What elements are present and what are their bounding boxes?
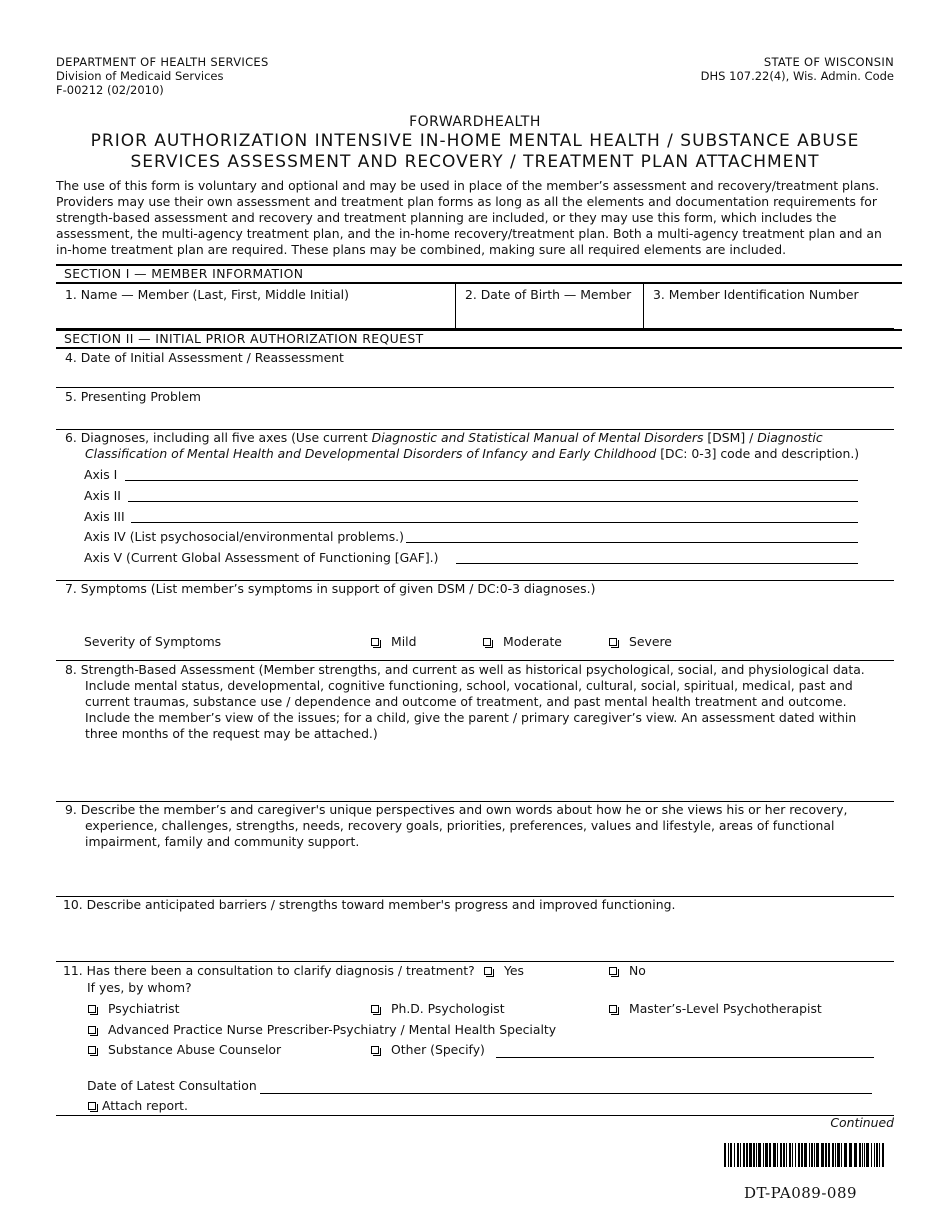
division-name: Division of Medicaid Services: [56, 69, 224, 83]
masters-psychotherapist-checkbox[interactable]: [609, 1005, 617, 1013]
admin-code: DHS 107.22(4), Wis. Admin. Code: [700, 69, 894, 83]
symptoms-label: 7. Symptoms (List member’s symptoms in support of given DSM / DC:0-3 diagnoses.): [65, 581, 596, 596]
apnp-option[interactable]: Advanced Practice Nurse Prescriber-Psychiatry / Mental Health Specialty: [88, 1022, 556, 1038]
member-dob-field[interactable]: [455, 284, 643, 328]
member-perspective-label-cont: experience, challenges, strengths, needs, recovery goals, priorities, preferences, values and lifestyle, areas of functional impairment, family and community support.: [85, 818, 835, 849]
axis-2-input[interactable]: [128, 501, 858, 502]
psychiatrist-option[interactable]: Psychiatrist: [88, 1001, 179, 1017]
presenting-problem-label: 5. Presenting Problem: [65, 389, 202, 404]
no-checkbox[interactable]: [609, 967, 617, 975]
diagnoses-section: [56, 430, 894, 581]
axis-4-label: Axis IV (List psychosocial/environmental problems.): [84, 529, 404, 544]
axis-1-label: Axis I: [84, 467, 118, 482]
strength-assessment-label-cont: Include mental status, developmental, cognitive functioning, school, vocational, cultural, social, spiritual, medical, past and current traumas, substance use / dependence and outcome of treatment, and past mental health treatment and outcome. Include the member’s view of the issues; for a child, give the parent / primary caregiver’s view. An assessment dated within three months of the request may be attached.): [85, 678, 857, 741]
axis-1-input[interactable]: [125, 480, 858, 481]
strength-assessment-label: 8. Strength-Based Assessment (Member strengths, and current as well as historical psychological, social, and physiological data.: [65, 662, 865, 677]
consultation-no-option[interactable]: No: [609, 963, 646, 979]
member-dob-label: 2. Date of Birth — Member: [465, 287, 632, 302]
member-id-field[interactable]: [643, 284, 894, 328]
other-option[interactable]: Other (Specify): [371, 1042, 485, 1058]
assessment-date-field[interactable]: [56, 349, 894, 388]
dc-title-b: Classification of Mental Health and Developmental Disorders of Infancy and Early Childhood: [85, 446, 657, 461]
section-2-heading: SECTION II — INITIAL PRIOR AUTHORIZATION REQUEST: [56, 329, 902, 349]
continued-note: Continued: [830, 1115, 894, 1130]
severity-severe-option[interactable]: Severe: [609, 634, 672, 650]
assessment-date-label: 4. Date of Initial Assessment / Reassessment: [65, 350, 344, 365]
severe-checkbox[interactable]: [609, 638, 617, 646]
axis-5-input[interactable]: [456, 563, 858, 564]
axis-3-label: Axis III: [84, 509, 125, 524]
severity-label: Severity of Symptoms: [84, 634, 222, 649]
latest-consultation-input[interactable]: [260, 1093, 872, 1094]
title-block: [56, 113, 894, 173]
agency-header: [56, 55, 269, 97]
presenting-problem-field[interactable]: [56, 388, 894, 430]
barcode-image: [724, 1143, 886, 1167]
state-header: [701, 55, 894, 83]
dsm-title: Diagnostic and Statistical Manual of Mental Disorders: [371, 430, 704, 445]
apnp-checkbox[interactable]: [88, 1026, 96, 1034]
axis-2-label: Axis II: [84, 488, 121, 503]
phd-psychologist-option[interactable]: Ph.D. Psychologist: [371, 1001, 505, 1017]
yes-checkbox[interactable]: [484, 967, 492, 975]
severity-mild-option[interactable]: Mild: [371, 634, 416, 650]
diagnoses-label: 6. Diagnoses, including all five axes (Use current Diagnostic and Statistical Manual of Mental Disorders [DSM] / Diagnostic: [65, 430, 823, 445]
form-title-line-2: SERVICES ASSESSMENT AND RECOVERY / TREATMENT PLAN ATTACHMENT: [130, 152, 820, 172]
state-name: STATE OF WISCONSIN: [763, 55, 894, 69]
mild-checkbox[interactable]: [371, 638, 379, 646]
form-number: F-00212 (02/2010): [56, 83, 164, 97]
symptoms-section: [56, 581, 894, 661]
member-name-label: 1. Name — Member (Last, First, Middle Initial): [65, 287, 349, 302]
attach-report-checkbox[interactable]: [88, 1102, 96, 1110]
dc-title-a: Diagnostic: [757, 430, 823, 445]
phd-psychologist-checkbox[interactable]: [371, 1005, 379, 1013]
intro-paragraph: The use of this form is voluntary and optional and may be used in place of the member’s assessment and recovery/treatment plans. Providers may use their own assessment and treatment plan forms as long as all the elements and documentation requirements for strength-based assessment and recovery and treatment planning are included, or they may use this form, which includes the assessment, the multi-agency treatment plan, and the in-home recovery/treatment plan. Both a multi-agency treatment plan and an in-home treatment plan are required. These plans may be combined, making sure all required elements are included.: [56, 178, 882, 257]
section-1-heading: SECTION I — MEMBER INFORMATION: [56, 264, 902, 284]
attach-report-option[interactable]: Attach report.: [88, 1098, 188, 1114]
substance-abuse-counselor-option[interactable]: Substance Abuse Counselor: [88, 1042, 281, 1058]
form-page: [56, 0, 894, 1230]
member-id-label: 3. Member Identification Number: [653, 287, 859, 302]
member-name-field[interactable]: [56, 284, 455, 328]
form-title-line-1: PRIOR AUTHORIZATION INTENSIVE IN-HOME MENTAL HEALTH / SUBSTANCE ABUSE: [90, 131, 860, 151]
masters-psychotherapist-option[interactable]: Master’s-Level Psychotherapist: [609, 1001, 822, 1017]
other-specify-input[interactable]: [496, 1057, 874, 1058]
axis-3-input[interactable]: [131, 522, 858, 523]
diagnoses-label-cont: Classification of Mental Health and Developmental Disorders of Infancy and Early Childhood [DC: 0-3] code and description.): [85, 446, 860, 461]
member-perspective-label: 9. Describe the member’s and caregiver's unique perspectives and own words about how he or she views his or her recovery,: [65, 802, 848, 817]
consultation-yes-option[interactable]: Yes: [484, 963, 524, 979]
by-whom-label: If yes, by whom?: [87, 980, 192, 995]
member-perspective-field[interactable]: [56, 802, 894, 897]
member-info-row: [56, 284, 894, 329]
latest-consultation-label: Date of Latest Consultation: [87, 1078, 257, 1093]
other-checkbox[interactable]: [371, 1046, 379, 1054]
psychiatrist-checkbox[interactable]: [88, 1005, 96, 1013]
form-code: DT-PA089-089: [744, 1184, 858, 1202]
program-name: FORWARDHEALTH: [409, 114, 541, 130]
barriers-field[interactable]: [56, 897, 894, 962]
substance-abuse-counselor-checkbox[interactable]: [88, 1046, 96, 1054]
department-name: DEPARTMENT OF HEALTH SERVICES: [56, 55, 269, 69]
consultation-section: [56, 962, 894, 1116]
axis-5-label: Axis V (Current Global Assessment of Functioning [GAF].): [84, 550, 439, 565]
axis-4-input[interactable]: [406, 542, 858, 543]
severity-moderate-option[interactable]: Moderate: [483, 634, 562, 650]
moderate-checkbox[interactable]: [483, 638, 491, 646]
strength-assessment-field[interactable]: [56, 661, 894, 802]
barriers-label: 10. Describe anticipated barriers / strengths toward member's progress and improved functioning.: [63, 897, 676, 912]
consultation-question: 11. Has there been a consultation to clarify diagnosis / treatment?: [63, 963, 475, 978]
